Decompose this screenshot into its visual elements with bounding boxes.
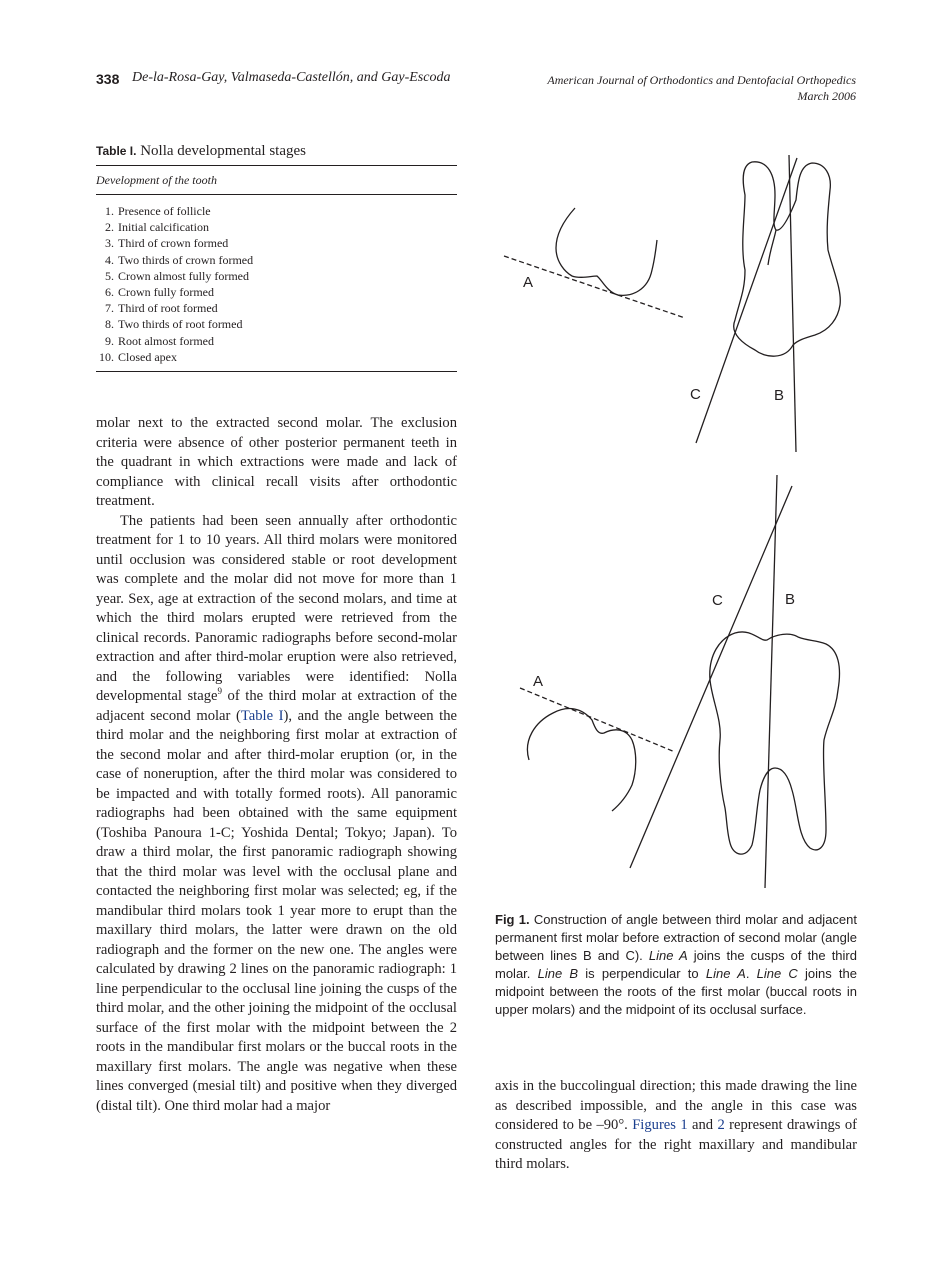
lower-first-molar-outline: [710, 632, 840, 854]
stage-number: 8.: [105, 317, 114, 332]
stage-row: [96, 316, 457, 332]
stage-list: [96, 203, 457, 365]
caption-term: Line B: [537, 966, 579, 981]
body-text-right: [495, 1077, 857, 1175]
caption-text: is perpendicular to: [578, 966, 706, 981]
stage-row: [96, 268, 457, 284]
lower-third-molar-outline: [527, 709, 635, 811]
caption-term: Line C: [756, 966, 798, 981]
paragraph: [96, 512, 457, 1117]
caption-text: joins the cusps of the third molar.: [495, 948, 857, 981]
stage-text: Two thirds of root formed: [118, 317, 243, 332]
stage-number: 5.: [105, 268, 114, 283]
body-text-left: [96, 414, 457, 1116]
stage-row: [96, 284, 457, 300]
text-run: of the third molar at extraction of the adjacent second molar (: [96, 688, 457, 724]
table-title: Nolla developmental stages: [140, 143, 306, 159]
text-run: represent drawings of constructed angles for the right maxillary and mandibular third molars.: [495, 1117, 857, 1172]
upper-line-b: [789, 155, 796, 452]
stage-row: [96, 333, 457, 349]
stage-text: Presence of follicle: [118, 204, 211, 218]
stage-text: Initial calcification: [118, 220, 209, 235]
text-run: axis in the buccolingual direction; this made drawing the line as described impossible, and the angle in this case was considered to be –90°.: [495, 1078, 857, 1133]
table-header-rule: [96, 194, 457, 195]
caption-text: .: [745, 966, 757, 981]
stage-number: 3.: [105, 236, 114, 251]
text-run: The patients had been seen annually after orthodontic treatment for 1 to 10 years. All third molars were monitored until occlusion was considered stable or root development was complete and the molar did not move for more than 1 year. Sex, age at extraction of the second molars, and time at which the third molars erupted were retrieved from the clinical records. Panoramic radiographs before second-molar extraction and after third-molar eruption were also retrieved, and the following variables were identified: Nolla developmental stage: [96, 512, 457, 704]
table-column-header: Development of the tooth: [96, 173, 217, 187]
lower-label-b: B: [785, 591, 796, 608]
lower-label-a: A: [533, 673, 544, 690]
stage-text: Crown fully formed: [118, 284, 214, 299]
stage-number: 4.: [105, 252, 114, 267]
table-label: Table I.: [96, 144, 137, 158]
figure-caption: [495, 911, 857, 1019]
stage-number: 2.: [105, 220, 114, 235]
table-caption: [96, 143, 306, 160]
stage-text: Closed apex: [118, 349, 177, 364]
running-authors: De-la-Rosa-Gay, Valmaseda-Castellón, and Gay-Escoda: [132, 70, 451, 85]
table-link[interactable]: Table I: [240, 707, 284, 724]
stage-number: 10.: [99, 349, 114, 364]
upper-label-a: A: [523, 274, 534, 291]
issue-date: March 2006: [797, 89, 856, 103]
stage-text: Root almost formed: [118, 333, 214, 348]
stage-text: Two thirds of crown formed: [118, 252, 254, 267]
caption-term: Line A: [648, 948, 688, 963]
caption-text: Construction of angle between third molar and adjacent permanent first molar before extraction of second molar (angle between lines B and C).: [495, 912, 857, 963]
stage-row: [96, 203, 457, 219]
stage-number: 7.: [105, 301, 114, 316]
stage-row: [96, 235, 457, 251]
lower-line-a: [520, 688, 675, 752]
upper-label-b: B: [774, 387, 785, 404]
stage-text: Third of root formed: [118, 301, 218, 316]
reference-citation[interactable]: 9: [217, 686, 222, 697]
paragraph: [495, 1077, 857, 1175]
page-number: 338: [96, 71, 120, 87]
stage-number: 9.: [105, 333, 114, 348]
stage-row: [96, 252, 457, 268]
stage-row: [96, 349, 457, 365]
paragraph: molar next to the extracted second molar. The exclusion criteria were absence of other posterior permanent teeth in the quadrant in which extractions were made and lack of compliance with clinical recall visits after orthodontic treatment.: [96, 415, 457, 509]
journal-title: American Journal of Orthodontics and Dentofacial Orthopedics: [547, 73, 856, 87]
figure-1-drawing: [490, 145, 860, 895]
table-bottom-rule: [96, 371, 457, 372]
upper-third-molar-outline: [556, 208, 657, 295]
upper-label-c: C: [690, 386, 701, 403]
figure-label: Fig 1.: [495, 912, 530, 927]
running-journal: [480, 72, 856, 104]
figure-link[interactable]: 2: [717, 1117, 725, 1133]
stage-number: 6.: [105, 284, 114, 299]
table-top-rule: [96, 165, 457, 166]
lower-label-c: C: [712, 592, 723, 609]
caption-text: joins the midpoint between the roots of the first molar (buccal roots in upper molars) and the midpoint of its occlusal surface.: [495, 966, 857, 1017]
text-run: ), and the angle between the third molar and the neighboring first molar at extraction of the second molar and after third-molar eruption (or, in the case of noneruption, after the third molar was considered to be impacted and with totally formed roots). All panoramic radiographs had been obtained with the same equipment (Toshiba Panoura 1-C; Yoshida Dental; Tokyo; Japan). To draw a third molar, the first panoramic radiograph showing that the third molar was level with the occlusal plane and contacted the neighboring first molar was selected; eg, if the mandibular third molars took 1 year more to erupt than the maxillary third molars, the latter were drawn on the old radiograph and the former on the new one. The angles were calculated by drawing 2 lines on the panoramic radiograph: 1 line perpendicular to the occlusal line joining the cusps of the third molar, and the other joining the midpoint of the occlusal surface of the first molar with the midpoint between the 2 roots in the mandibular first molars or the buccal roots in the maxillary first molars. The angle was negative when these lines converged (mesial tilt) and positive when they diverged (distal tilt). One third molar had a major: [96, 707, 458, 1114]
caption-term: Line A: [705, 966, 746, 981]
figure-link[interactable]: Figures 1: [632, 1117, 688, 1133]
text-run: and: [687, 1117, 718, 1133]
stage-row: [96, 300, 457, 316]
upper-first-molar-outline: [734, 162, 841, 356]
stage-text: Third of crown formed: [118, 236, 229, 251]
stage-number: 1.: [105, 204, 114, 218]
stage-row: [96, 219, 457, 235]
stage-text: Crown almost fully formed: [118, 268, 249, 283]
